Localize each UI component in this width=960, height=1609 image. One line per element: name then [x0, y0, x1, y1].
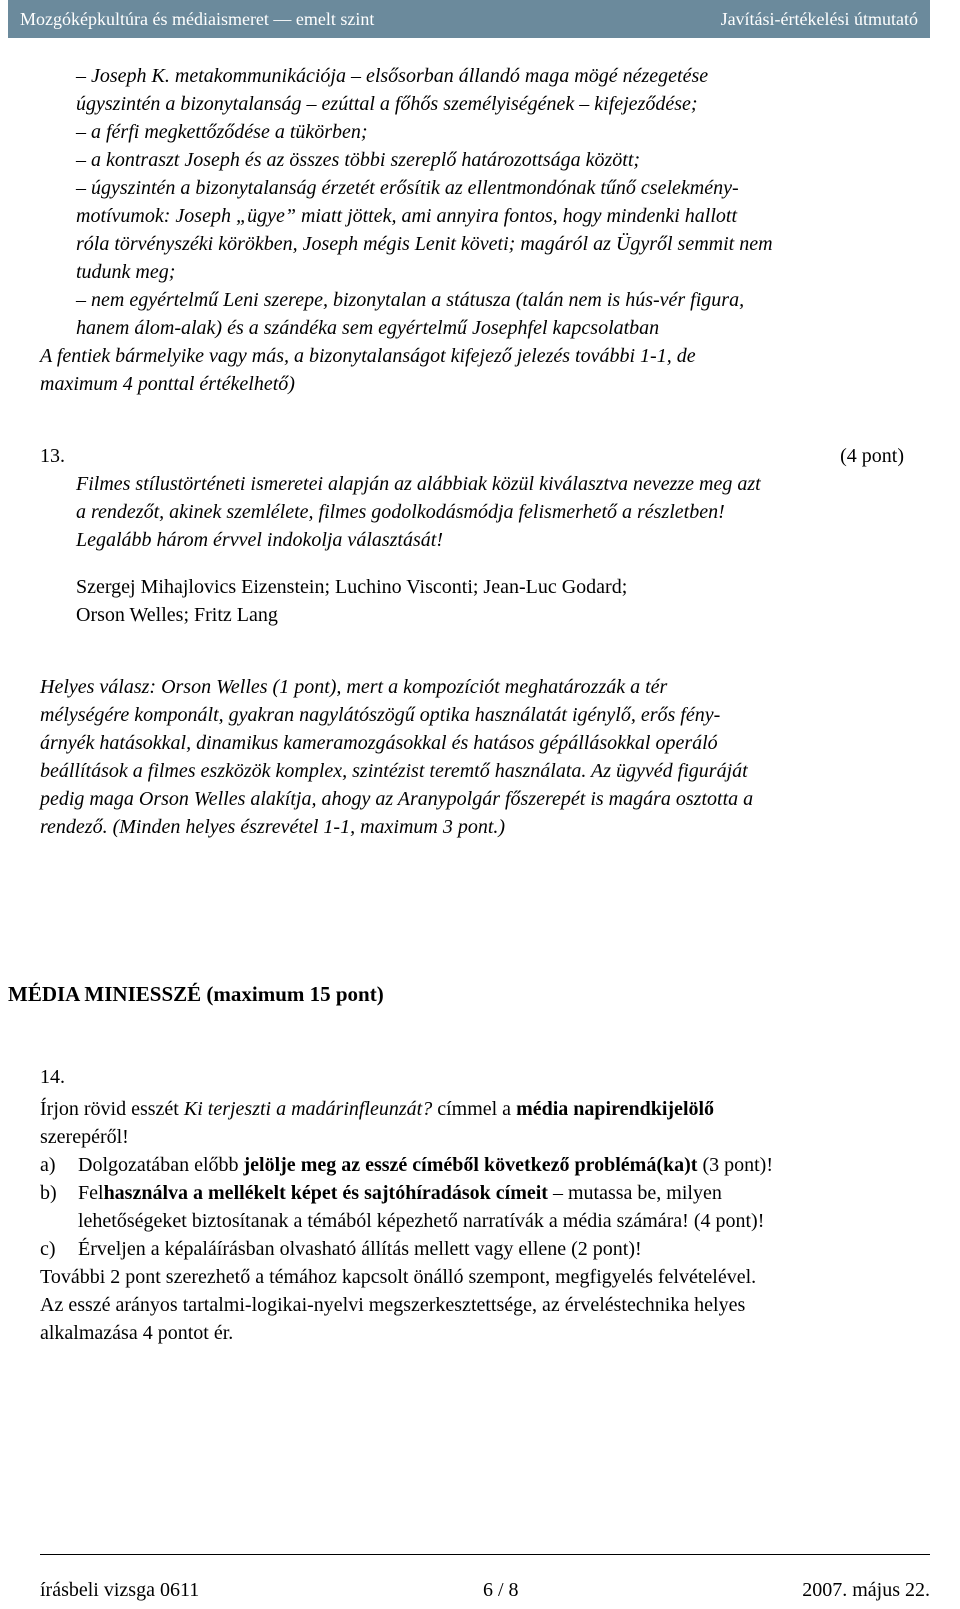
task-a [40, 1151, 930, 1179]
section-heading: MÉDIA MINIESSZÉ (maximum 15 pont) [8, 982, 384, 1006]
task-b [40, 1179, 930, 1235]
answer-line: úgyszintén a bizonytalanság – ezúttal a főhős személyiségének – kifejeződése; [76, 93, 698, 115]
footer-divider [40, 1554, 930, 1555]
page-footer [40, 1576, 930, 1604]
emphasis: jelölje meg az esszé címéből következő problémá(ka)t [243, 1154, 698, 1176]
question-line: a rendezőt, akinek szemlélete, filmes godolkodásmódja felismerhető a részletben! [76, 501, 725, 523]
page-header [8, 0, 930, 38]
exam-date: 2007. május 22. [802, 1579, 930, 1601]
header-title: Mozgóképkultúra és médiaismeret — emelt szint [20, 9, 375, 29]
task-text: – mutassa be, milyen [547, 1182, 722, 1204]
question-line: Legalább három érvvel indokolja választását! [76, 529, 443, 551]
answer-line: – a férfi megkettőződése a tükörben; [76, 121, 368, 143]
answer-line: Helyes válasz: Orson Welles (1 pont), mert a kompozíciót meghatározzák a tér [40, 676, 668, 698]
page-number: 6 / 8 [482, 1579, 519, 1601]
option-line: Szergej Mihajlovics Eizenstein; Luchino Visconti; Jean-Luc Godard; [76, 576, 628, 598]
task-text: Fel [78, 1182, 104, 1204]
question-13-text [76, 470, 930, 554]
intro-text: címmel a [432, 1098, 517, 1120]
question-14-body [40, 1067, 930, 1347]
question-number: 13. [40, 445, 65, 467]
task-label: a) [40, 1154, 56, 1176]
scoring-note: maximum 4 ponttal értékelhető) [40, 373, 295, 395]
question-13-header [40, 442, 904, 470]
task-text: Dolgozatában előbb [78, 1154, 244, 1176]
task-text: Érveljen a képaláírásban olvasható állítás mellett vagy ellene (2 pont)! [78, 1238, 642, 1260]
answer-line: – nem egyértelmű Leni szerepe, bizonytalan a státusza (talán nem is hús-vér figura, [76, 289, 745, 311]
answer-line: motívumok: Joseph „ügye” miatt jöttek, ami annyira fontos, hogy mindenki hallott [76, 205, 738, 227]
question-line: Filmes stílustörténeti ismeretei alapján az alábbiak közül kiválasztva nevezze meg azt [76, 473, 761, 495]
task-c [40, 1235, 930, 1263]
answer-line: rendező. (Minden helyes észrevétel 1-1, maximum 3 pont.) [40, 816, 506, 838]
question-13-answer [40, 673, 930, 841]
answer-line: – Joseph K. metakommunikációja – elsősorban állandó maga mögé nézegetése [76, 65, 709, 87]
scoring-note: A fentiek bármelyike vagy más, a bizonytalanságot kifejező jelezés további 1-1, de [40, 345, 696, 367]
closing-line: További 2 pont szerezhető a témához kapcsolt önálló szempont, megfigyelés felvételével. [40, 1266, 757, 1288]
exam-code: írásbeli vizsga 0611 [40, 1579, 200, 1601]
answer-line: – úgyszintén a bizonytalanság érzetét erősítik az ellentmondónak tűnő cselekmény- [76, 177, 739, 199]
emphasis: használva a mellékelt képet és sajtóhíradások címeit [103, 1182, 548, 1204]
task-text: (3 pont)! [697, 1154, 773, 1176]
essay-title: Ki terjeszti a madárinfleunzát? [183, 1098, 433, 1120]
answer-list [40, 62, 930, 398]
question-number: 14. [40, 1066, 65, 1088]
task-label: c) [40, 1238, 56, 1260]
answer-line: – a kontraszt Joseph és az összes többi szereplő határozottsága között; [76, 149, 641, 171]
director-options [76, 573, 930, 629]
question-points: (4 pont) [840, 445, 904, 467]
intro-text: szerepéről! [40, 1126, 129, 1148]
closing-line: alkalmazása 4 pontot ér. [40, 1322, 234, 1344]
answer-line: tudunk meg; [76, 261, 176, 283]
task-text: lehetőségeket biztosítanak a témából képezhető narratívák a média számára! (4 pont)! [78, 1210, 765, 1232]
emphasis: média napirendkijelölő [516, 1098, 715, 1120]
answer-line: pedig maga Orson Welles alakítja, ahogy az Aranypolgár főszerepét is magára osztotta a [40, 788, 754, 810]
closing-line: Az esszé arányos tartalmi-logikai-nyelvi megszerkesztettsége, az érveléstechnika helyes [40, 1294, 746, 1316]
header-subtitle: Javítási-értékelési útmutató [720, 9, 918, 29]
answer-line: beállítások a filmes eszközök komplex, szintézist teremtő használata. Az ügyvéd figuráját [40, 760, 748, 782]
answer-line: hanem álom-alak) és a szándéka sem egyértelmű Josephfel kapcsolatban [76, 317, 660, 339]
answer-line: róla törvényszéki körökben, Joseph mégis Lenit követi; magáról az Ügyről semmit nem [76, 233, 773, 255]
option-line: Orson Welles; Fritz Lang [76, 604, 278, 626]
intro-text: Írjon rövid esszét [40, 1098, 184, 1120]
task-label: b) [40, 1182, 57, 1204]
answer-line: árnyék hatásokkal, dinamikus kameramozgásokkal és hatásos gépállásokkal operáló [40, 732, 718, 754]
answer-line: mélységére komponált, gyakran nagylátószögű optika használatát igénylő, erős fény- [40, 704, 721, 726]
